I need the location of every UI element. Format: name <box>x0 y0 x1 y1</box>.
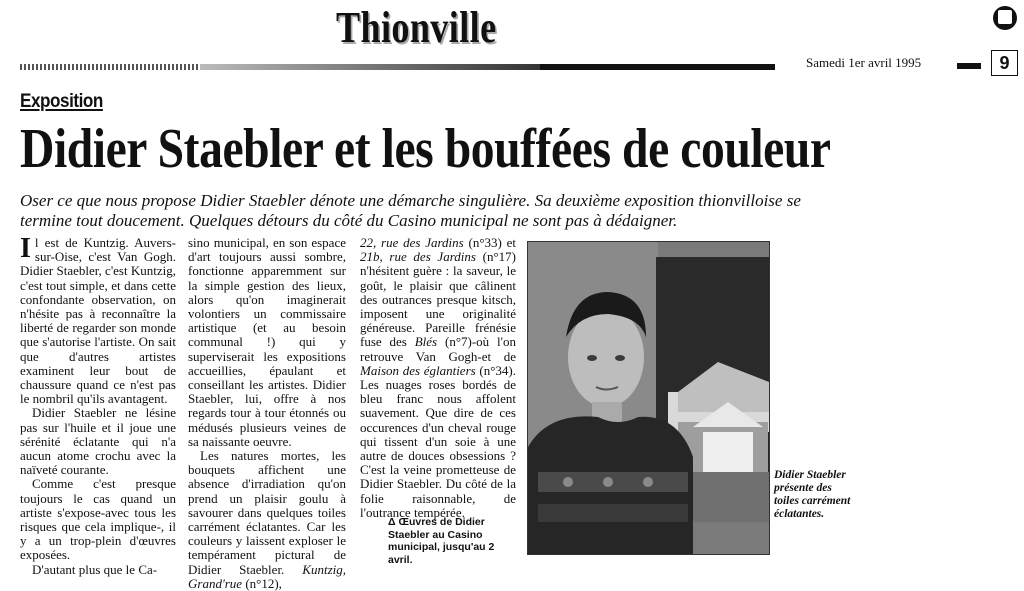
paragraph <box>188 449 346 591</box>
article-column-3 <box>360 236 516 520</box>
article-rubric: Exposition <box>20 91 103 112</box>
article-lead: Oser ce que nous propose Didier Staebler dénote une démarche singulière. Sa deuxième exposition thionvilloise se termine tout doucement. Quelques détours du côté du Casino municipal ne sont pas à dédaigner. <box>20 191 801 230</box>
page-number: 9 <box>991 50 1018 76</box>
paragraph-text: (n°33) et <box>468 235 516 250</box>
paragraph-text: (n°7)-où l'on retrouve Van Gogh-et de <box>360 334 517 364</box>
header-rule-gradient <box>200 64 540 70</box>
paragraph-text: Les natures mortes, les bouquets affichent une absence d'irradiation qu'on prend un plaisir goulu à savourer dans quelques toiles carrément éclatantes. Car les couleurs y laissent exploser le tempérament pictural de Didier Staebler. <box>188 448 346 577</box>
paragraph: Comme c'est presque toujours le cas quand un artiste s'expose-avec tous les risques que cela implique-, il y a un trop-plein d'œuvres exposées. <box>20 476 176 563</box>
artist-photo-illustration <box>528 242 769 554</box>
newspaper-logo-icon <box>993 6 1017 30</box>
address-italic: 21b, rue des Jardins <box>360 249 476 265</box>
paragraph-text: (n°17) n'hésitent guère : la saveur, le goût, le plaisir que câlinent des outrances presque kitsch, imposent une originalité généreuse. Pareille frénésie fuse des <box>360 249 516 350</box>
article-headline: Didier Staebler et les bouffées de couleur <box>20 118 831 180</box>
painting-title-italic: Blés <box>414 334 438 350</box>
paragraph-text: l est de Kuntzig. Auvers-sur-Oise, c'est Van Gogh. Didier Staebler, c'est Kuntzig, c'est tout simple, et dans cette confondante observation, on n'hésite pas à reconnaître la liberté de regarder son monde que s'autorise l'artiste. On sait que d'autres artistes examinent leur bout de chaussure quand ce n'est pas le nombril qu'ils avantagent. <box>20 235 176 407</box>
paragraph-text: (n°34). Les nuages roses bordés de bleu franc nous affolent suavement. Que dire de ces occurences d'un cheval rouge qui tissent d'un soie à une autre de douces obsessions ? C'est la veine prometteuse de Didier Staebler. Du côté de la folie raisonnable, de l'outrance tempérée. <box>360 362 516 520</box>
address-italic: Kuntzig, Grand'rue <box>188 561 346 591</box>
paragraph: D'autant plus que le Ca- <box>32 561 158 577</box>
article-column-2 <box>188 236 346 591</box>
date-separator <box>957 63 981 69</box>
paragraph <box>360 236 516 520</box>
paragraph <box>20 233 176 407</box>
article-column-1 <box>20 233 176 577</box>
section-title: Thionville <box>336 3 497 52</box>
header-rule-solid <box>540 64 775 70</box>
photo-caption: Didier Staebler présente des toiles carrément éclatantes. <box>774 469 851 520</box>
issue-date: Samedi 1er avril 1995 <box>806 55 922 70</box>
paragraph-text: (n°12), <box>245 575 282 591</box>
artist-photo <box>527 241 770 555</box>
header-rule-dotted <box>20 64 200 70</box>
exhibition-caption: Δ Œuvres de Didier Staebler au Casino municipal, jusqu'au 2 avril. <box>388 516 495 566</box>
paragraph: sino municipal, en son espace d'art toujours aussi sombre, fonctionne apparemment sur la simple gestion des lieux, alors qu'on imaginerait volontiers un commissaire artistique (et au besoin communal !) qui y superviserait les expositions accueillies, épaulant et conseillant les artistes. Didier Staebler, lui, offre à nos regards tour à tour étonnés ou médusés plusieurs veines de sa naissante oeuvre. <box>188 235 346 449</box>
paragraph: Didier Staebler ne lésine pas sur l'huile et il joue une sérénité éclatante qui n'a aucun atome crochu avec la naïveté courante. <box>20 405 176 478</box>
drop-cap: I <box>20 233 31 264</box>
address-italic: 22, rue des Jardins <box>360 235 464 250</box>
painting-title-italic: Maison des églantiers <box>360 362 476 378</box>
